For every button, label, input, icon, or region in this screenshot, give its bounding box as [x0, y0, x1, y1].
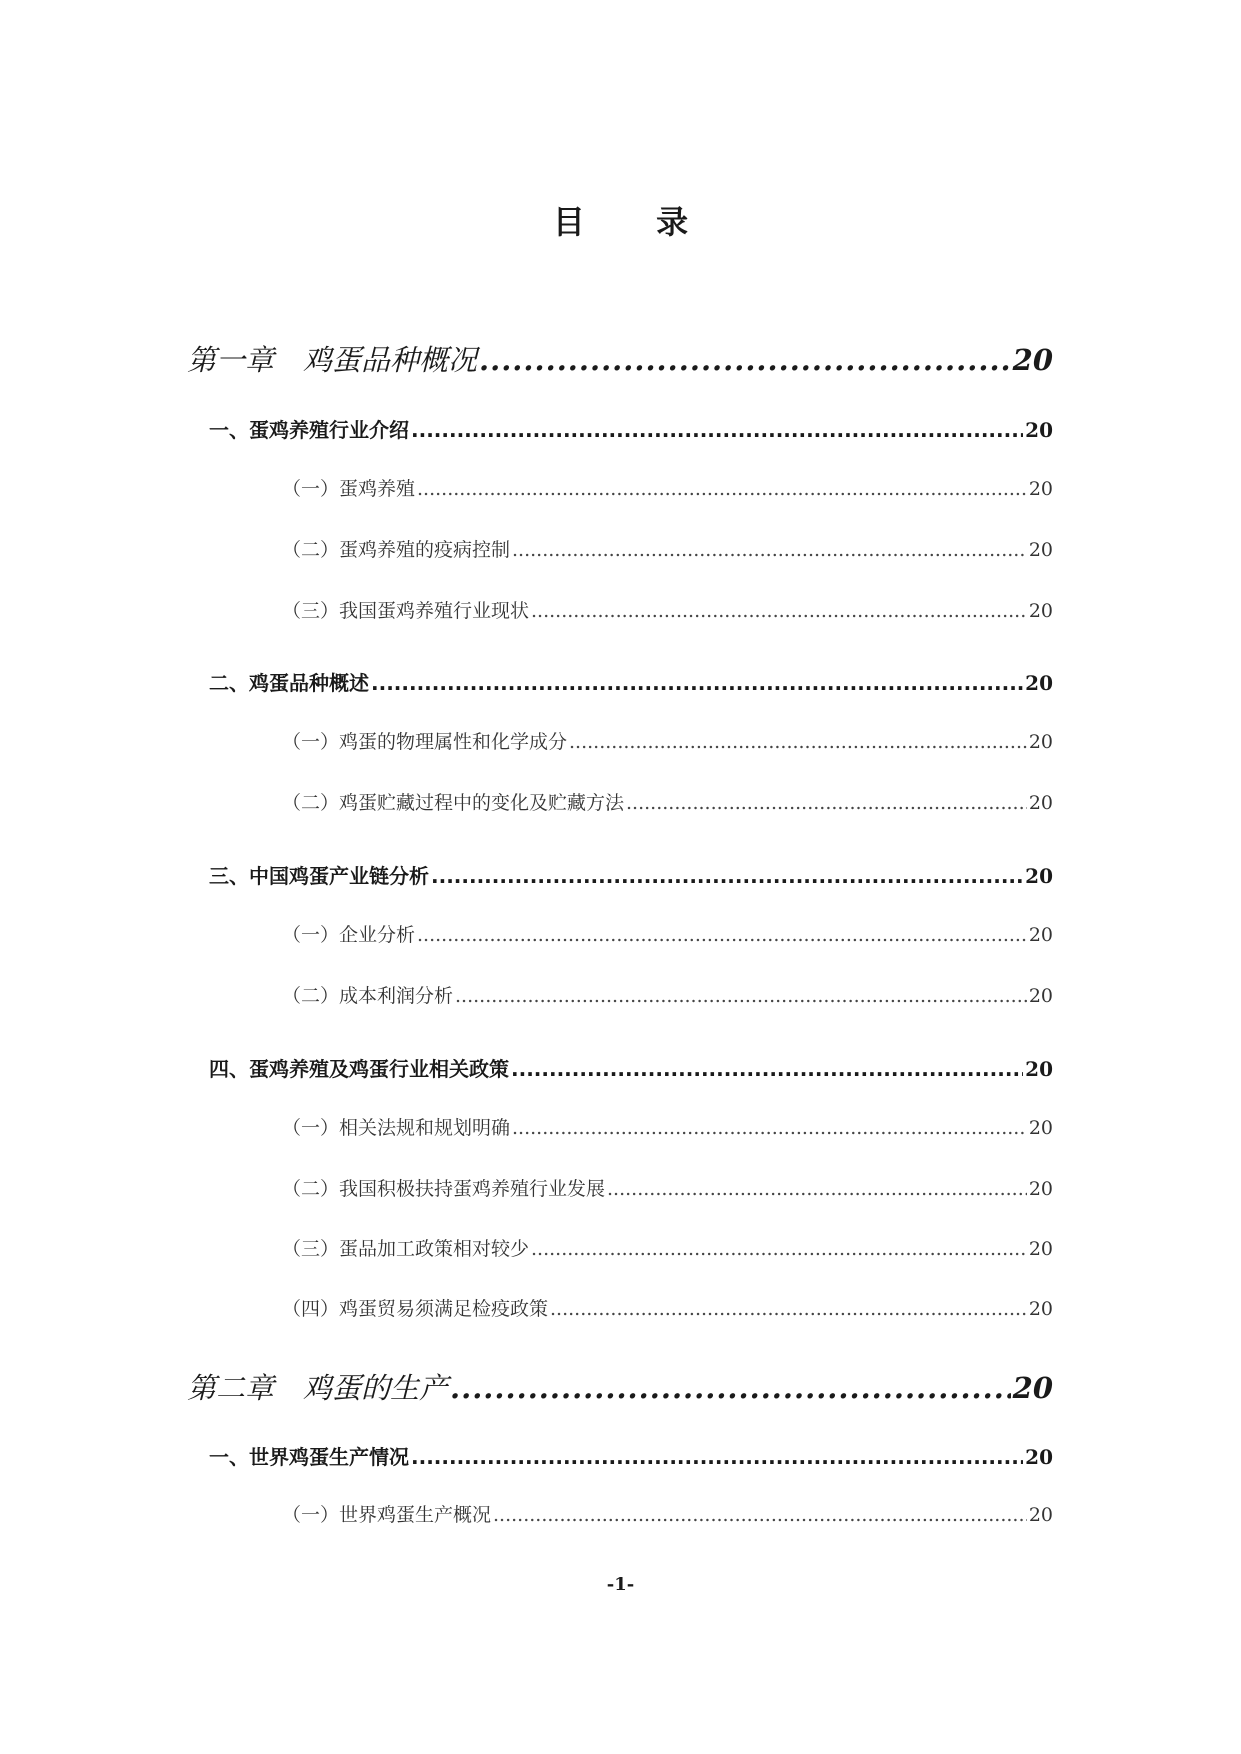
toc-entry-label: （二）成本利润分析	[282, 985, 454, 1007]
toc-entry-page: 20	[1028, 1298, 1053, 1320]
toc-entry-page: 20	[1028, 1178, 1053, 1200]
toc-entry-subsection[interactable]	[282, 596, 1053, 626]
toc-entry-label: （二）我国积极扶持蛋鸡养殖行业发展	[282, 1178, 606, 1200]
toc-entry-subsection[interactable]	[282, 981, 1053, 1011]
dot-leader	[512, 535, 1027, 565]
dot-leader	[455, 981, 1027, 1011]
toc-entry-subsection[interactable]	[282, 1294, 1053, 1324]
dot-leader	[371, 668, 1023, 698]
toc-entry-label: （一）企业分析	[282, 924, 416, 946]
dot-leader	[450, 1368, 1011, 1408]
dot-leader	[493, 1500, 1027, 1530]
toc-entry-label: （三）蛋品加工政策相对较少	[282, 1238, 530, 1260]
dot-leader	[511, 1054, 1023, 1084]
toc-entry-subsection[interactable]	[282, 1234, 1053, 1264]
toc-entry-subsection[interactable]	[282, 727, 1053, 757]
toc-entry-subsection[interactable]	[282, 1500, 1053, 1530]
toc-entry-page: 20	[1028, 792, 1053, 814]
toc-entry-page: 20	[1028, 924, 1053, 946]
toc-entry-chapter[interactable]	[187, 1368, 1053, 1408]
toc-entry-label: （三）我国蛋鸡养殖行业现状	[282, 600, 530, 622]
dot-leader	[531, 596, 1027, 626]
toc-entry-page: 20	[1025, 418, 1053, 442]
toc-entry-label: （一）鸡蛋的物理属性和化学成分	[282, 731, 568, 753]
toc-entry-section[interactable]	[209, 668, 1053, 698]
toc-entry-page: 20	[1028, 478, 1053, 500]
toc-title: 目 录	[552, 203, 719, 241]
dot-leader	[479, 340, 1011, 380]
toc-entry-page: 20	[1025, 671, 1053, 695]
toc-entry-label: （二）鸡蛋贮藏过程中的变化及贮藏方法	[282, 792, 625, 814]
dot-leader	[550, 1294, 1027, 1324]
toc-entry-page: 20	[1028, 1238, 1053, 1260]
page-number: -1-	[606, 1574, 635, 1595]
toc-entry-page: 20	[1025, 1445, 1053, 1469]
toc-entry-label: 第一章 鸡蛋品种概况	[187, 343, 478, 377]
toc-entry-subsection[interactable]	[282, 1113, 1053, 1143]
toc-entry-section[interactable]	[209, 1442, 1053, 1472]
dot-leader	[417, 920, 1027, 950]
toc-entry-page: 20	[1028, 731, 1053, 753]
dot-leader	[531, 1234, 1027, 1264]
toc-entry-page: 20	[1028, 1504, 1053, 1526]
dot-leader	[431, 861, 1023, 891]
dot-leader	[417, 474, 1027, 504]
toc-entry-label: 第二章 鸡蛋的生产	[187, 1371, 449, 1405]
toc-entry-label: （一）世界鸡蛋生产概况	[282, 1504, 492, 1526]
toc-entry-section[interactable]	[209, 415, 1053, 445]
toc-entry-label: （一）蛋鸡养殖	[282, 478, 416, 500]
toc-entry-label: 四、蛋鸡养殖及鸡蛋行业相关政策	[209, 1057, 509, 1081]
toc-entry-page: 20	[1025, 864, 1053, 888]
toc-entry-subsection[interactable]	[282, 535, 1053, 565]
toc-entry-page: 20	[1028, 539, 1053, 561]
toc-entry-label: 一、蛋鸡养殖行业介绍	[209, 418, 409, 442]
dot-leader	[512, 1113, 1027, 1143]
toc-entry-label: 二、鸡蛋品种概述	[209, 671, 369, 695]
toc-entry-page: 20	[1028, 1117, 1053, 1139]
toc-entry-page: 20	[1028, 985, 1053, 1007]
toc-entry-label: （四）鸡蛋贸易须满足检疫政策	[282, 1298, 549, 1320]
toc-entry-label: （二）蛋鸡养殖的疫病控制	[282, 539, 511, 561]
toc-entry-subsection[interactable]	[282, 474, 1053, 504]
toc-entry-section[interactable]	[209, 861, 1053, 891]
dot-leader	[569, 727, 1027, 757]
toc-entry-chapter[interactable]	[187, 340, 1053, 380]
toc-entry-page: 20	[1012, 343, 1053, 377]
toc-entry-page: 20	[1025, 1057, 1053, 1081]
toc-entry-page: 20	[1012, 1371, 1053, 1405]
toc-entry-page: 20	[1028, 600, 1053, 622]
toc-entry-label: 三、中国鸡蛋产业链分析	[209, 864, 429, 888]
toc-entry-section[interactable]	[209, 1054, 1053, 1084]
toc-entry-label: （一）相关法规和规划明确	[282, 1117, 511, 1139]
toc-entry-subsection[interactable]	[282, 788, 1053, 818]
toc-entry-subsection[interactable]	[282, 1174, 1053, 1204]
dot-leader	[607, 1174, 1027, 1204]
dot-leader	[411, 1442, 1023, 1472]
toc-entry-label: 一、世界鸡蛋生产情况	[209, 1445, 409, 1469]
dot-leader	[411, 415, 1023, 445]
toc-entry-subsection[interactable]	[282, 920, 1053, 950]
dot-leader	[626, 788, 1027, 818]
